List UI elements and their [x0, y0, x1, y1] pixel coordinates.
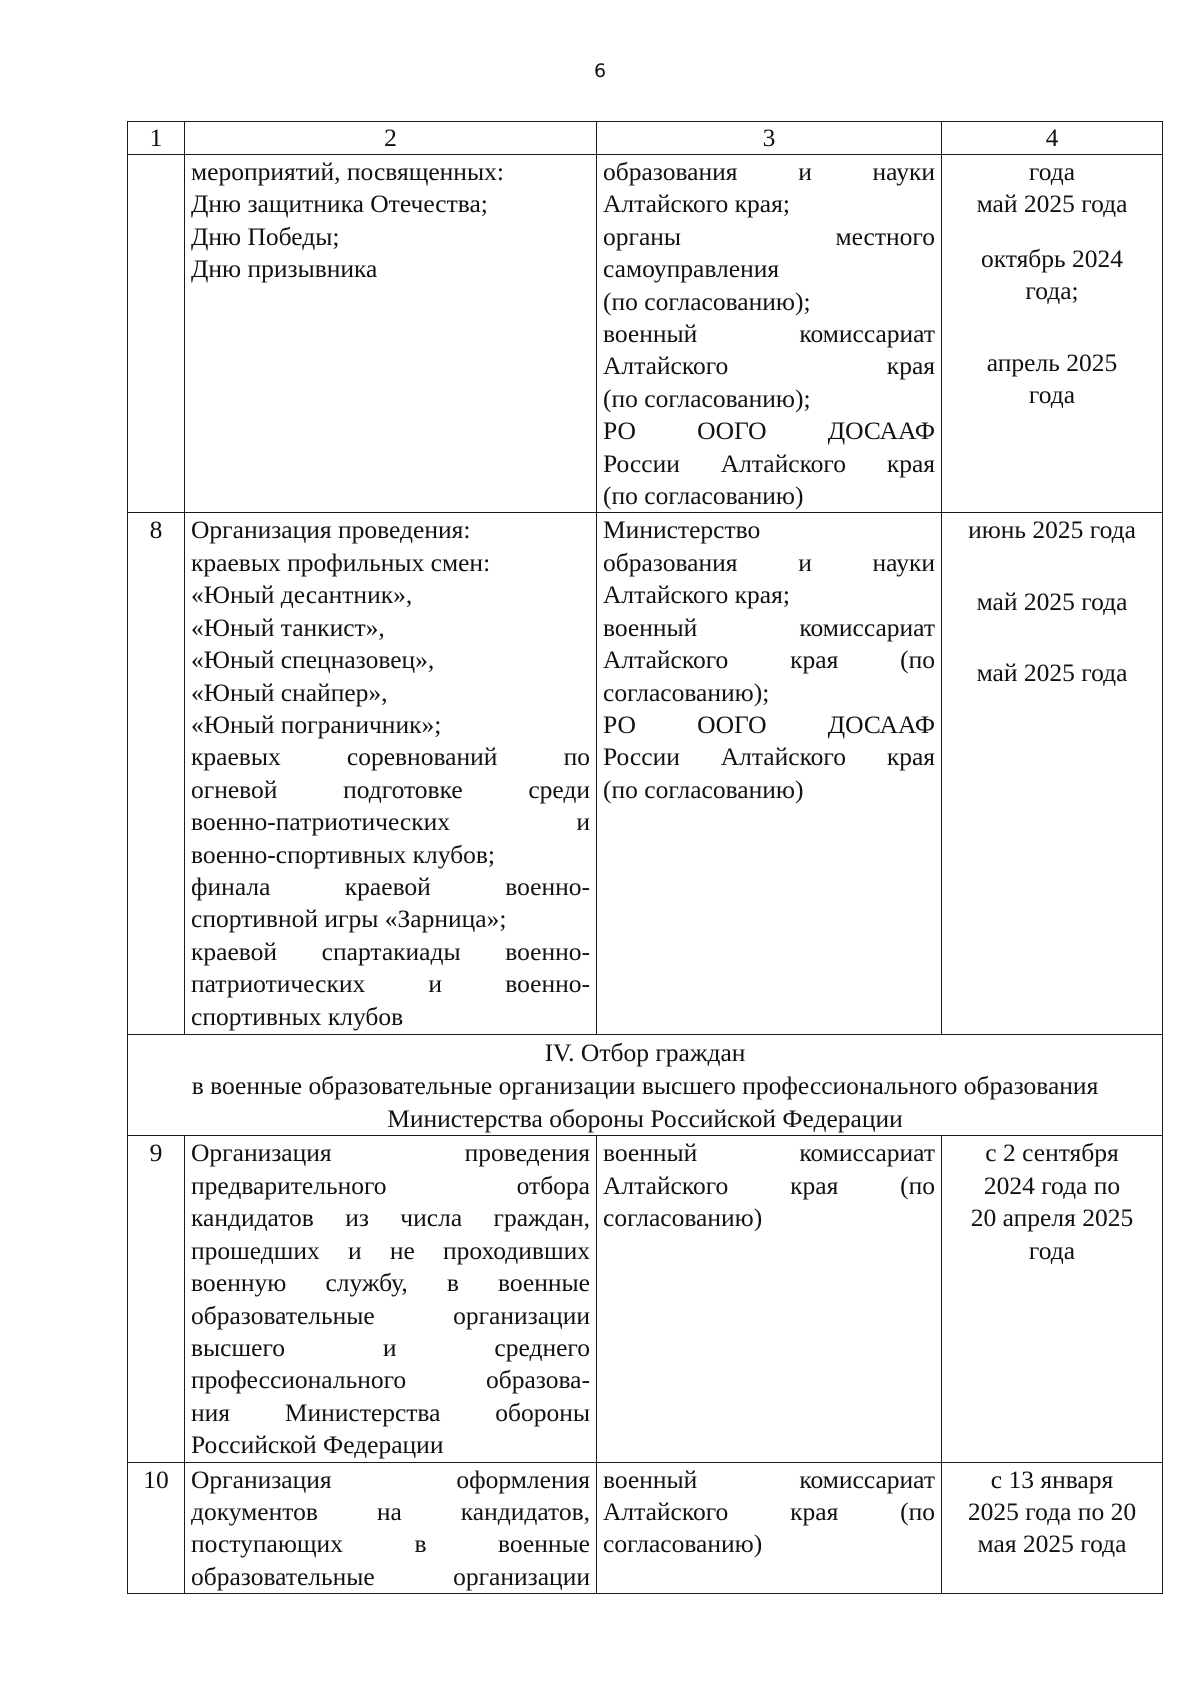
table-row	[128, 1462, 1163, 1594]
date-line: 20 апреля 2025	[970, 1203, 1134, 1233]
date-line: года	[1028, 157, 1076, 186]
responsible-line: Алтайского края (по	[603, 1170, 935, 1200]
section-title: IV. Отбор граждан	[544, 1038, 746, 1068]
event-line: финала краевой военно-	[191, 871, 590, 901]
responsible-cell	[597, 513, 942, 1035]
event-line: спортивных клубов	[191, 1001, 404, 1031]
event-line: Организация оформления	[191, 1464, 590, 1494]
event-line: Дню Победы;	[191, 221, 340, 251]
event-line: «Юный десантник»,	[191, 580, 413, 610]
responsible-line: России Алтайского края	[603, 448, 935, 478]
event-line: образовательные организации	[191, 1561, 590, 1591]
event-line: военно-спортивных клубов;	[191, 839, 496, 869]
responsible-line: военный комиссариат	[603, 612, 935, 642]
responsible-line: согласованию)	[603, 1529, 763, 1559]
responsible-line: военный комиссариат	[603, 1464, 935, 1494]
responsible-line: (по согласованию)	[603, 774, 804, 804]
page-number: 6	[593, 60, 607, 82]
row-number: 10	[128, 1462, 185, 1594]
event-cell	[185, 1462, 597, 1594]
event-cell	[185, 1136, 597, 1462]
event-line: Дню защитника Отечества;	[191, 189, 488, 219]
event-line: военную службу, в военные	[191, 1268, 590, 1298]
date-line: 2025 года по 20	[967, 1496, 1137, 1526]
date-line: с 13 января	[990, 1464, 1114, 1494]
responsible-cell	[597, 1462, 942, 1594]
event-line: прошедших и не проходивших	[191, 1235, 590, 1265]
responsible-line: (по согласованию);	[603, 383, 811, 413]
date-line: 2024 года по	[983, 1170, 1121, 1200]
event-line: Российской Федерации	[191, 1430, 444, 1460]
event-line: профессионального образова-	[191, 1365, 590, 1395]
responsible-line: военный комиссариат	[603, 1138, 935, 1168]
responsible-cell	[597, 155, 942, 513]
events-table	[127, 121, 1163, 1594]
dates-cell	[942, 155, 1163, 513]
table-row	[128, 513, 1163, 1035]
responsible-line: Министерство	[603, 515, 761, 545]
responsible-line: военный комиссариат	[603, 319, 935, 349]
section-heading	[128, 1035, 1163, 1136]
table-row	[128, 155, 1163, 513]
header-col-2: 2	[185, 122, 597, 155]
event-line: «Юный пограничник»;	[191, 709, 442, 739]
event-cell	[185, 155, 597, 513]
event-line: «Юный танкист»,	[191, 612, 385, 642]
date-line: года	[1028, 380, 1076, 410]
date-line: мая 2025 года	[977, 1529, 1127, 1559]
responsible-line: самоуправления	[603, 254, 780, 284]
event-line: военно-патриотических и	[191, 807, 590, 837]
responsible-line: Алтайского края;	[603, 580, 790, 610]
event-line: краевых соревнований по	[191, 742, 590, 772]
responsible-line: РО ООГО ДОСААФ	[603, 416, 935, 446]
section-heading-row	[128, 1035, 1163, 1136]
date-line: май 2025 года	[976, 586, 1128, 616]
event-line: Дню призывника	[191, 254, 378, 284]
header-col-1: 1	[128, 122, 185, 155]
header-col-3: 3	[597, 122, 942, 155]
date-line: октябрь 2024	[980, 243, 1124, 273]
dates-cell	[942, 513, 1163, 1035]
date-line: года;	[1025, 276, 1079, 306]
date-line: года	[1028, 1235, 1076, 1265]
responsible-line: РО ООГО ДОСААФ	[603, 709, 935, 739]
event-line: патриотических и военно-	[191, 969, 590, 999]
event-line: «Юный снайпер»,	[191, 677, 388, 707]
responsible-line: Алтайского края;	[603, 189, 790, 219]
responsible-line: Алтайского края (по	[603, 645, 935, 675]
date-line: с 2 сентября	[985, 1138, 1119, 1168]
event-line: образовательные организации	[191, 1300, 590, 1330]
event-line: краевой спартакиады военно-	[191, 936, 590, 966]
responsible-line: образования и науки	[603, 157, 935, 186]
event-line: предварительного отбора	[191, 1170, 590, 1200]
date-line: май 2025 года	[976, 189, 1128, 219]
table-row	[128, 1136, 1163, 1462]
event-cell	[185, 513, 597, 1035]
responsible-line: Алтайского края (по	[603, 1496, 935, 1526]
event-line: «Юный спецназовец»,	[191, 645, 435, 675]
dates-cell	[942, 1462, 1163, 1594]
event-line: ния Министерства обороны	[191, 1397, 590, 1427]
responsible-line: согласованию)	[603, 1203, 763, 1233]
responsible-line: согласованию);	[603, 677, 770, 707]
event-line: огневой подготовке среди	[191, 774, 590, 804]
event-line: кандидатов из числа граждан,	[191, 1203, 590, 1233]
responsible-line: образования и науки	[603, 547, 935, 577]
responsible-line: органы местного	[603, 221, 935, 251]
row-number: 9	[128, 1136, 185, 1462]
section-subtitle: Министерства обороны Российской Федерации	[387, 1104, 903, 1134]
event-line: Организация проведения	[191, 1138, 590, 1168]
event-line: краевых профильных смен:	[191, 547, 491, 577]
dates-cell	[942, 1136, 1163, 1462]
event-line: высшего и среднего	[191, 1332, 590, 1362]
responsible-line: (по согласованию);	[603, 286, 811, 316]
event-line: документов на кандидатов,	[191, 1496, 590, 1526]
section-subtitle: в военные образовательные организации высшего профессионального образования	[191, 1071, 1099, 1101]
event-line: мероприятий, посвященных:	[191, 157, 504, 186]
event-line: спортивной игры «Зарница»;	[191, 904, 507, 934]
row-number	[128, 155, 185, 513]
table-header-row	[128, 122, 1163, 155]
header-col-4: 4	[942, 122, 1163, 155]
responsible-line: (по согласованию)	[603, 481, 804, 511]
date-line: апрель 2025	[986, 347, 1118, 377]
date-line: июнь 2025 года	[968, 515, 1136, 545]
event-line: поступающих в военные	[191, 1529, 590, 1559]
responsible-line: Алтайского края	[603, 351, 935, 381]
responsible-cell	[597, 1136, 942, 1462]
event-line: Организация проведения:	[191, 515, 471, 545]
row-number: 8	[128, 513, 185, 1035]
date-line: май 2025 года	[976, 658, 1128, 688]
responsible-line: России Алтайского края	[603, 742, 935, 772]
